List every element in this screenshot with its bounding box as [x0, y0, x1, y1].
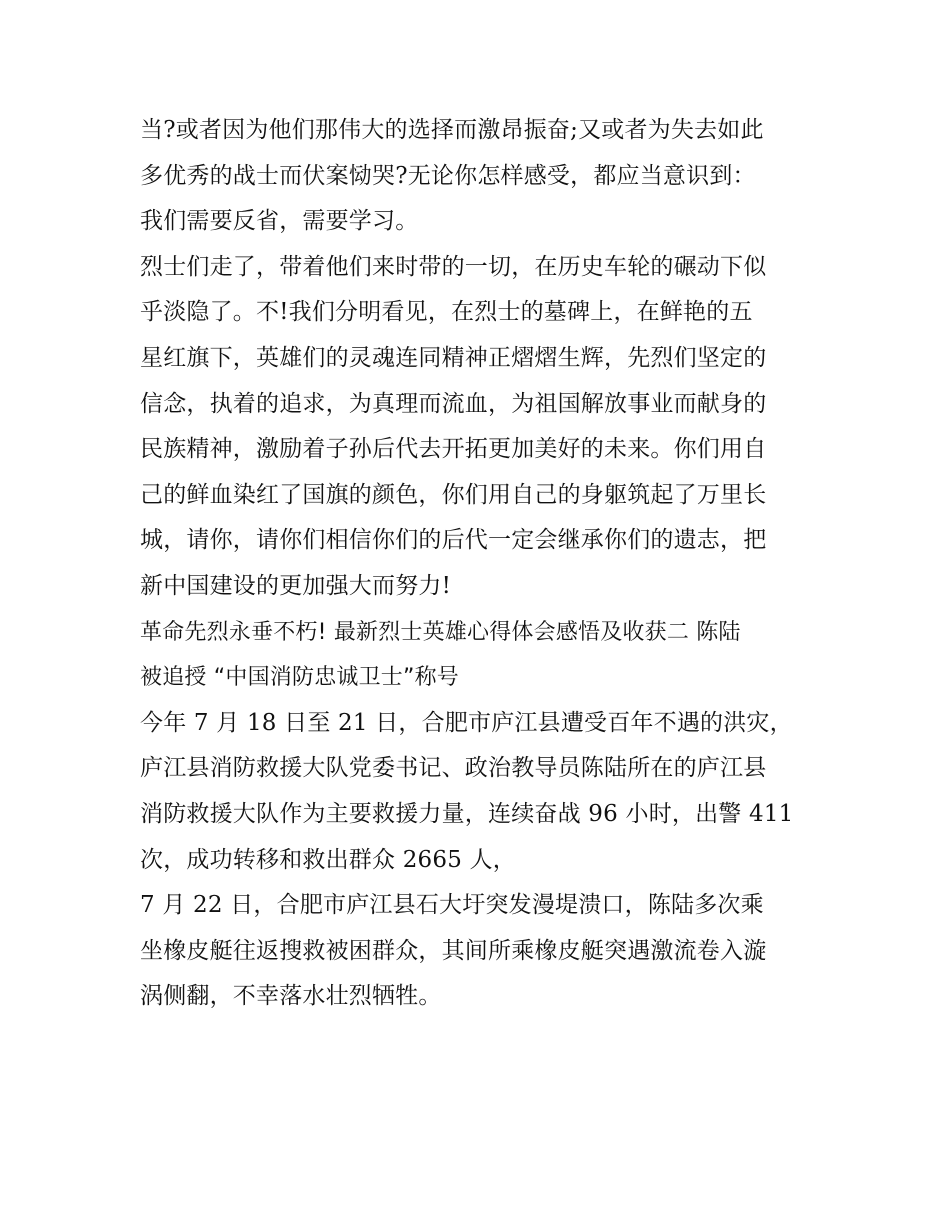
text-line: 多优秀的战士而伏案恸哭?无论你怎样感受，都应当意识到： [140, 162, 756, 189]
text-line: 涡侧翻，不幸落水壮烈牺牲。 [140, 983, 442, 1010]
text-line: 星红旗下，英雄们的灵魂连同精神正熠熠生辉，先烈们坚定的 [140, 344, 767, 371]
text-line: 城，请你，请你们相信你们的后代一定会继承你们的遗志，把 [140, 527, 767, 554]
text-line: 坐橡皮艇往返搜救被困群众，其间所乘橡皮艇突遇激流卷入漩 [140, 937, 767, 964]
text-line: 消防救援大队作为主要救援力量，连续奋战 96 小时，出警 411 [140, 800, 794, 827]
text-line: 次，成功转移和救出群众 2665 人， [140, 846, 516, 873]
text-line: 信念，执着的追求，为真理而流血，为祖国解放事业而献身的 [140, 390, 767, 417]
text-line: 民族精神，激励着子孙后代去开拓更加美好的未来。你们用自 [140, 436, 767, 463]
body-text [140, 108, 820, 1020]
text-line: 我们需要反省，需要学习。 [140, 208, 419, 235]
text-line: 乎淡隐了。不!我们分明看见，在烈士的墓碑上，在鲜艳的五 [140, 299, 753, 326]
text-line: 庐江县消防救援大队党委书记、政治教导员陈陆所在的庐江县 [140, 755, 767, 782]
text-line: 烈士们走了，带着他们来时带的一切，在历史车轮的碾动下似 [140, 253, 767, 280]
text-line: 新中国建设的更加强大而努力! [140, 572, 452, 599]
text-line: 己的鲜血染红了国旗的颜色，你们用自己的身躯筑起了万里长 [140, 481, 767, 508]
heading-line: 被追授 “中国消防忠诚卫士”称号 [140, 665, 459, 691]
text-line: 7 月 22 日，合肥市庐江县石大圩突发漫堤溃口，陈陆多次乘 [140, 892, 764, 919]
heading-line: 革命先烈永垂不朽! 最新烈士英雄心得体会感悟及收获二 陈陆 [140, 619, 741, 645]
text-line: 当?或者因为他们那伟大的选择而激昂振奋;又或者为失去如此 [140, 117, 764, 143]
text-line: 今年 7 月 18 日至 21 日，合肥市庐江县遭受百年不遇的洪灾， [140, 709, 793, 736]
